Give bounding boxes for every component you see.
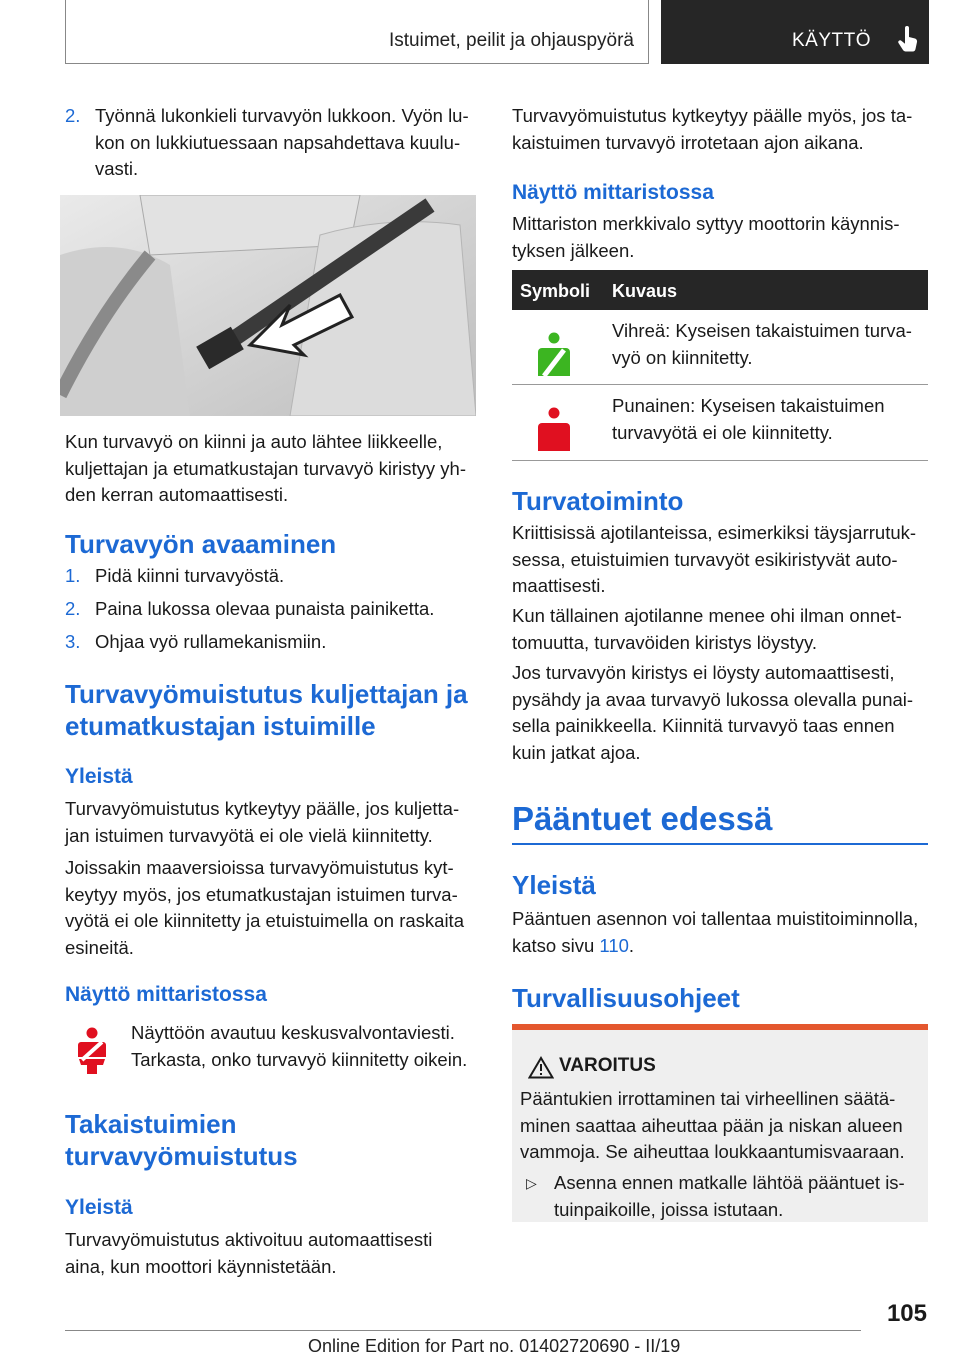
step-number: 2.: [65, 105, 81, 126]
list-item: [65, 563, 485, 596]
heading-safety-function: Turvatoiminto: [512, 486, 684, 516]
opening-steps: [65, 563, 485, 662]
warning-title: VAROITUS: [559, 1055, 656, 1076]
column-header-symbol: Symboli: [520, 281, 591, 301]
step-2: [65, 103, 485, 183]
step-text-line: vasti.: [95, 158, 139, 179]
column-header-description: Kuvaus: [612, 281, 678, 301]
seatbelt-warning-icon: [72, 1026, 112, 1081]
text-line: maattisesti.: [512, 575, 606, 596]
step-text-line: Työnnä lukonkieli turvavyön lukkoon. Vyön lu‐: [95, 105, 469, 126]
hand-pointer-icon: [896, 26, 920, 52]
text-line: Turvavyömuistutus kytkeytyy päälle, jos kuljetta‐: [65, 798, 460, 819]
display-left-text: [131, 1020, 491, 1073]
table-row: [512, 310, 928, 385]
text-line: Mittariston merkkivalo syttyy moottorin käynnis‐: [512, 213, 900, 234]
safety-paragraph-2: [512, 603, 932, 656]
rear-paragraph: [65, 1227, 485, 1280]
list-item: [65, 596, 485, 629]
headrest-paragraph: [512, 906, 942, 959]
text-line: Asenna ennen matkalle lähtöä pääntuet is‐: [554, 1172, 905, 1193]
text-line: pysähdy ja avaa turvavyö lukossa olevalla punai‐: [512, 688, 914, 710]
text-line: Tarkasta, onko turvavyö kiinnitetty oikein.: [131, 1048, 468, 1070]
warning-triangle-icon: [528, 1056, 554, 1079]
text-line: esineitä.: [65, 936, 134, 958]
text-line: sella painikkeella. Kiinnitä turvavyö taas ennen: [512, 715, 895, 736]
text-line: tomuutta, turvavöiden kiristys löystyy.: [512, 631, 818, 653]
heading-rear-reminder: [65, 1108, 298, 1172]
text-line: Turvavyömuistutus kytkeytyy päälle myös, jos ta‐: [512, 105, 913, 126]
text-line: kaistuimen turvavyö irrotetaan ajon aikana.: [512, 131, 864, 153]
header-chapter-box: [661, 0, 929, 64]
general-paragraph-2: [65, 855, 485, 961]
heading-line: Takaistuimien: [65, 1109, 237, 1139]
symbol-table: [512, 270, 928, 461]
page-link[interactable]: 110: [599, 934, 629, 956]
text-line: den kerran automaattisesti.: [65, 484, 289, 505]
step-number: 3.: [65, 631, 81, 652]
table-header: [512, 270, 928, 310]
footer-divider: [65, 1330, 861, 1331]
text-line: vyötä ei ole kiinnitetty ja etuistuimella on raskaita: [65, 910, 464, 931]
safety-paragraph-1: [512, 520, 932, 600]
heading-line: turvavyömuistutus: [65, 1141, 298, 1171]
text-line: Pääntukien irrottaminen tai virheellinen säätä‐: [520, 1088, 896, 1109]
step-text: Paina lukossa olevaa punaista painiketta.: [95, 598, 435, 619]
step-text-line: kon on lukkiutuessaan napsahdettava kuulu‐: [95, 131, 461, 153]
row-description-line: vyö on kiinnitetty.: [612, 346, 753, 368]
text-line: jan istuimen turvavyötä ei ole vielä kiinnitetty.: [65, 824, 433, 846]
text-line: kuljettajan ja etumatkustajan turvavyö kiristyy yh‐: [65, 457, 467, 479]
heading-front-reminder: [65, 678, 468, 742]
warning-text: [520, 1086, 920, 1166]
row-description-line: turvavyötä ei ole kiinnitetty.: [612, 421, 833, 443]
text-line: kuin jatkat ajoa.: [512, 741, 641, 763]
green-belt-icon: [534, 332, 574, 380]
header-section-box: [65, 0, 649, 64]
text-line: Pääntuen asennon voi tallentaa muistitoiminnolla,: [512, 908, 919, 929]
text-line: [512, 933, 942, 960]
seatbelt-buckle-photo: [60, 195, 476, 416]
right-paragraph-2: [512, 211, 932, 264]
text-line: vammoja. Se aiheuttaa loukkaantumisvaaraan.: [520, 1141, 905, 1162]
text-line: tuinpaikoille, joissa istutaan.: [554, 1198, 784, 1220]
heading-underline: [512, 843, 928, 845]
step-number: 2.: [65, 598, 81, 619]
list-item: [65, 629, 485, 662]
step-text: Ohjaa vyö rullamekanismiin.: [95, 631, 327, 652]
text-line: Kun tällainen ajotilanne menee ohi ilman onnet‐: [512, 605, 902, 626]
safety-paragraph-3: [512, 660, 932, 766]
page-number: 105: [886, 1300, 927, 1327]
red-belt-icon: [534, 407, 574, 455]
step-text: Pidä kiinni turvavyöstä.: [95, 565, 285, 586]
right-paragraph-1: [512, 103, 932, 156]
text-line: minen saattaa aiheuttaa pään ja niskan alueen: [520, 1114, 903, 1136]
warning-box: [512, 1024, 928, 1222]
tightening-paragraph: [65, 429, 485, 509]
heading-front-headrests: Pääntuet edessä: [512, 800, 773, 837]
text-line: Jos turvavyön kiristys ei löysty automaattisesti,: [512, 662, 895, 683]
heading-display-right: Näyttö mittaristossa: [512, 181, 714, 204]
text-line: keytyy myös, jos etumatkustajan istuimen turva‐: [65, 883, 458, 905]
text-line: Joissakin maaversioissa turvavyömuistutus kyt‐: [65, 857, 454, 878]
heading-general-2: Yleistä: [65, 1196, 133, 1219]
table-row: [512, 385, 928, 461]
text-line: Turvavyömuistutus aktivoituu automaattisesti: [65, 1229, 433, 1250]
text-line: tyksen jälkeen.: [512, 239, 635, 261]
heading-line: Turvavyömuistutus kuljettajan ja: [65, 679, 468, 709]
heading-general-right: Yleistä: [512, 870, 596, 900]
text-line: sessa, etuistuimien turvavyöt esikiristyvät auto‐: [512, 548, 898, 570]
text-line: aina, kun moottori käynnistetään.: [65, 1255, 337, 1277]
heading-display-left: Näyttö mittaristossa: [65, 983, 267, 1006]
row-description-line: Vihreä: Kyseisen takaistuimen turva‐: [612, 320, 912, 341]
step-number: 1.: [65, 565, 81, 586]
row-description-line: Punainen: Kyseisen takaistuimen: [612, 395, 885, 416]
header-section-title: Istuimet, peilit ja ohjauspyörä: [388, 30, 634, 51]
header-chapter-title: KÄYTTÖ: [792, 30, 872, 51]
heading-line: etumatkustajan istuimille: [65, 711, 376, 741]
general-paragraph-1: [65, 796, 485, 849]
heading-safety-notes: Turvallisuusohjeet: [512, 983, 740, 1013]
bullet-marker: ▷: [526, 1175, 537, 1191]
text-span: katso sivu: [512, 934, 595, 956]
text-line: Kriittisissä ajotilanteissa, esimerkiksi täysjarrutuk‐: [512, 522, 917, 543]
heading-general: Yleistä: [65, 765, 133, 788]
text-line: Kun turvavyö on kiinni ja auto lähtee liikkeelle,: [65, 431, 443, 452]
warning-bullet: [520, 1170, 920, 1223]
text-line: Näyttöön avautuu keskusvalvontaviesti.: [131, 1022, 455, 1043]
heading-opening: Turvavyön avaaminen: [65, 529, 337, 559]
footer-edition: Online Edition for Part no. 01402720690 - II/19: [308, 1336, 681, 1356]
text-span: .: [628, 934, 635, 956]
